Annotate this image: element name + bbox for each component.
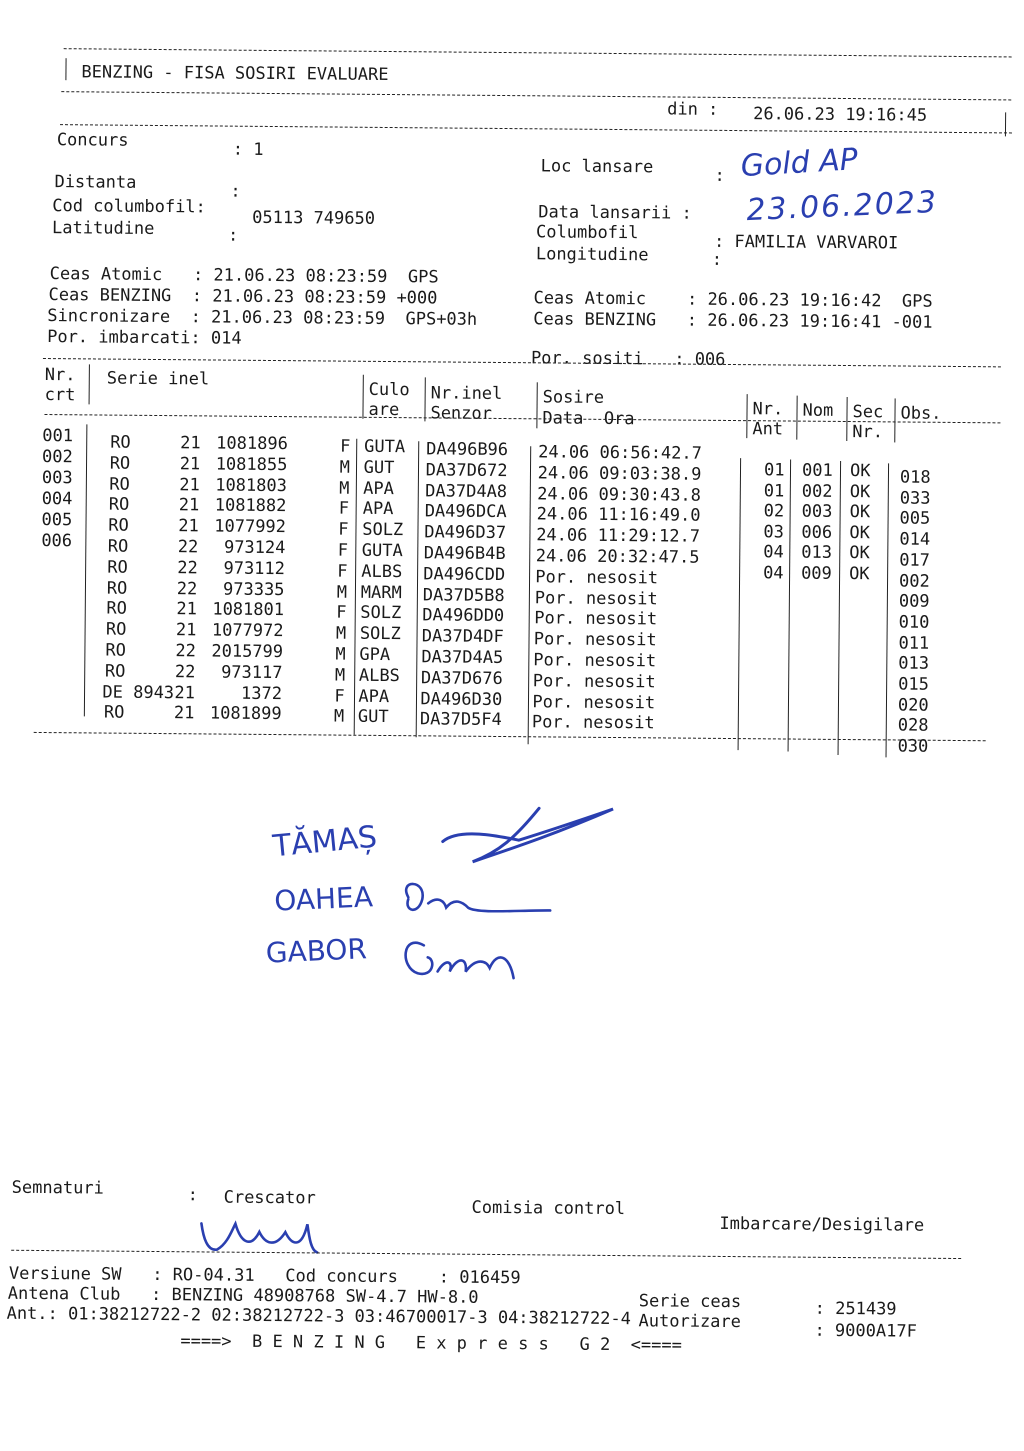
arrival: Por. nesosit <box>531 712 655 734</box>
ring-year: 21 <box>180 433 201 454</box>
ceas-atomic-left: Ceas Atomic : 21.06.23 08:23:59 GPS <box>49 264 439 288</box>
ring-country: DE 8943 <box>102 682 175 703</box>
obs-value: 010 <box>898 612 930 633</box>
document-title: BENZING - FISA SOSIRI EVALUARE <box>81 62 389 86</box>
concurs-value: : 1 <box>232 139 264 160</box>
sex: M <box>339 478 350 499</box>
row-number: 003 <box>41 467 73 489</box>
ring-number: 1081899 <box>209 703 282 725</box>
antena-club-line: Antena Club : BENZING 48908768 SW-4.7 HW-8.0 <box>7 1283 479 1308</box>
obs-value: 015 <box>898 674 929 695</box>
ring-year: 21 <box>173 703 195 724</box>
benzing-brand-line: ====> B E N Z I N G E x p r e s s G 2 <==== <box>180 1331 682 1356</box>
sex: M <box>336 582 348 603</box>
color: GPA <box>359 644 391 666</box>
distanta-value: : <box>230 181 241 202</box>
ring-number: 1081801 <box>212 599 285 621</box>
row-number: 002 <box>42 446 73 468</box>
header-senzor: Senzor <box>430 403 493 424</box>
arrival: 24.06 09:30:43.8 <box>537 483 702 506</box>
porumbei-imbarcati: Por. imbarcati: 014 <box>47 327 242 349</box>
row-number: 001 <box>42 425 74 447</box>
sensor-id: DA496D37 <box>424 522 507 544</box>
sensor-id: DA496D30 <box>420 688 503 710</box>
sex: F <box>334 686 345 707</box>
imbarcare-desigilare-label: Imbarcare/Desigilare <box>719 1213 925 1236</box>
sensor-id: DA37D676 <box>420 668 503 689</box>
nominal: 006 <box>801 522 833 543</box>
ring-country: RO <box>106 598 127 620</box>
security: OK <box>849 502 871 523</box>
color: GUT <box>357 707 389 728</box>
sex: F <box>340 436 351 457</box>
security: OK <box>849 522 871 544</box>
data-lansarii-handwritten: 23.06.2023 <box>745 184 939 229</box>
ring-number: 1081855 <box>215 454 288 475</box>
sex: F <box>338 519 349 540</box>
ring-year: 22 <box>174 661 196 683</box>
obs-value: 033 <box>899 488 931 509</box>
color: ALBS <box>358 665 400 686</box>
ring-number: 1077992 <box>214 516 287 538</box>
columbofil-label: Columbofil <box>535 222 639 244</box>
din-label: din : <box>667 99 719 120</box>
sensor-id: DA37D672 <box>425 460 508 481</box>
nominal: 013 <box>801 543 833 564</box>
handwritten-name-3: GABOR <box>265 932 368 970</box>
latitudine-label: Latitudine <box>52 218 155 239</box>
color: APA <box>363 478 395 499</box>
color: ALBS <box>361 561 403 582</box>
ring-number: 1372 <box>240 683 283 704</box>
ring-year: 21 <box>174 682 196 703</box>
ring-year: 22 <box>176 578 198 599</box>
latitudine-value: : <box>227 225 239 246</box>
nominal: 001 <box>801 460 833 481</box>
ring-country: RO <box>108 515 129 536</box>
obs-value: 014 <box>899 529 931 550</box>
antennas-line: Ant.: 01:38212722-2 02:38212722-3 03:46700017-3 04:38212722-4 <box>6 1303 632 1330</box>
ring-year: 21 <box>175 620 197 641</box>
serie-ceas-value: : 251439 <box>814 1298 897 1320</box>
color: APA <box>362 499 394 520</box>
ring-year: 21 <box>179 453 201 475</box>
arrival: 24.06 11:29:12.7 <box>536 525 701 547</box>
color: SOLZ <box>362 519 404 541</box>
handwritten-name-1: TĂMAȘ <box>271 819 379 865</box>
arrival: Por. nesosit <box>534 587 658 609</box>
header-nr-ant-2: Ant <box>752 419 784 440</box>
arrival: Por. nesosit <box>533 629 657 651</box>
ring-year: 22 <box>177 537 199 558</box>
obs-value: 009 <box>898 591 930 612</box>
antenna: 03 <box>763 522 785 543</box>
concurs-label: Concurs <box>56 130 129 151</box>
antenna: 04 <box>763 563 784 584</box>
color: SOLZ <box>359 623 401 645</box>
security: OK <box>849 481 871 502</box>
arrival: 24.06 09:03:38.9 <box>537 463 702 485</box>
ring-country: RO <box>105 640 126 661</box>
comisia-control-label: Comisia control <box>471 1197 626 1220</box>
semnaturi-label: Semnaturi <box>11 1177 104 1199</box>
security: OK <box>849 461 871 482</box>
ring-country: RO <box>106 578 128 599</box>
nominal: 009 <box>801 563 832 584</box>
arrival: 24.06 20:32:47.5 <box>535 546 700 568</box>
ring-year: 22 <box>175 641 196 662</box>
security: OK <box>849 564 870 585</box>
arrival: Por. nesosit <box>532 671 656 693</box>
sex: F <box>337 540 349 561</box>
ring-country: RO <box>105 619 127 640</box>
obs-value: 002 <box>898 570 930 592</box>
header-crt: crt <box>44 385 76 406</box>
sensor-id: DA37D4A8 <box>425 480 508 502</box>
arrival: Por. nesosit <box>532 691 656 713</box>
header-data-ora: Data Ora <box>542 408 635 430</box>
ring-number: 973112 <box>223 558 286 579</box>
autorizare-value: : 9000A17F <box>814 1320 917 1342</box>
ring-country: RO <box>104 661 126 682</box>
ring-year: 21 <box>178 495 200 516</box>
color: SOLZ <box>360 603 402 624</box>
arrival: 24.06 11:16:49.0 <box>536 504 701 527</box>
ceas-atomic-right: Ceas Atomic : 26.06.23 19:16:42 GPS <box>533 288 933 312</box>
antenna: 04 <box>763 542 784 563</box>
sensor-id: DA496B4B <box>423 543 506 565</box>
sex: M <box>335 623 347 644</box>
versiune-sw-line: Versiune SW : RO-04.31 Cod concurs : 016459 <box>8 1263 521 1289</box>
obs-value: 030 <box>897 736 929 757</box>
sex: F <box>338 498 350 520</box>
sensor-id: DA496CDD <box>423 564 506 585</box>
obs-value: 018 <box>899 467 931 488</box>
nominal: 002 <box>801 481 833 502</box>
din-date: 26.06.23 19:16:45 <box>753 104 928 126</box>
header-nr: Nr. <box>44 365 76 386</box>
header-sec-1: Sec <box>852 402 884 423</box>
ring-country: RO <box>109 474 130 495</box>
header-nr-inel: Nr.inel <box>430 383 503 405</box>
ring-number: 1077972 <box>211 620 284 642</box>
longitudine-value: : <box>711 249 723 270</box>
longitudine-label: Longitudine <box>535 244 649 266</box>
sex: F <box>336 602 347 624</box>
ring-number: 973117 <box>221 662 283 683</box>
antenna: 01 <box>763 460 785 481</box>
cod-columbofil-value: 05113 749650 <box>252 207 376 229</box>
loc-lansare-handwritten: Gold AP <box>739 142 859 185</box>
ring-year: 21 <box>176 599 197 620</box>
ring-country: RO <box>107 557 128 578</box>
header-sosire: Sosire <box>542 387 605 408</box>
sensor-id: DA496B96 <box>426 439 509 461</box>
arrival: Por. nesosit <box>533 650 657 672</box>
obs-value: 013 <box>898 653 930 675</box>
header-culoare-1: Culo <box>368 379 410 401</box>
data-lansarii-label: Data lansarii : <box>538 202 692 224</box>
obs-value: 028 <box>897 715 929 737</box>
header-obs: Obs. <box>900 403 942 424</box>
sincronizare: Sincronizare : 21.06.23 08:23:59 GPS+03h <box>47 306 478 330</box>
ring-number: 1081882 <box>214 495 287 517</box>
ring-number: 2015799 <box>211 641 284 663</box>
ring-year: 21 <box>178 516 199 537</box>
cod-columbofil-label: Cod columbofil: <box>52 196 206 218</box>
ring-country: RO <box>110 432 131 453</box>
color: MARM <box>360 582 402 603</box>
sensor-id: DA37D4DF <box>421 626 504 648</box>
antenna: 01 <box>763 480 785 502</box>
serie-ceas-label: Serie ceas <box>638 1291 742 1313</box>
ring-number: 973124 <box>223 537 286 559</box>
ring-country: RO <box>107 536 129 557</box>
ring-country: RO <box>108 494 130 516</box>
header-nr-ant-1: Nr. <box>752 399 784 420</box>
header-nom: Nom <box>802 400 834 421</box>
ring-number: 1081803 <box>215 475 287 496</box>
ring-country: RO <box>109 453 131 474</box>
security: OK <box>849 543 870 564</box>
sensor-id: DA496DD0 <box>422 605 505 627</box>
color: APA <box>358 686 390 707</box>
semnaturi-colon: : <box>187 1185 199 1206</box>
distanta-label: Distanta <box>54 172 137 193</box>
sex: M <box>333 706 345 728</box>
sensor-id: DA37D5F4 <box>419 709 502 731</box>
sensor-id: DA496DCA <box>424 501 507 523</box>
ceas-benzing-right: Ceas BENZING : 26.06.23 19:16:41 -001 <box>533 309 933 333</box>
crescator-label: Crescator <box>223 1187 316 1209</box>
color: GUTA <box>361 540 403 562</box>
ring-year: 21 <box>179 474 200 495</box>
header-serie-inel: Serie inel <box>106 368 210 390</box>
ring-number: 1081896 <box>216 433 288 455</box>
sensor-id: DA37D4A5 <box>421 647 504 669</box>
nominal: 003 <box>801 501 833 523</box>
row-number: 004 <box>41 488 73 510</box>
header-sec-2: Nr. <box>852 422 884 443</box>
arrival: Por. nesosit <box>535 567 659 589</box>
autorizare-label: Autorizare <box>638 1311 742 1333</box>
handwritten-name-2: OAHEA <box>273 880 374 918</box>
sex: F <box>337 561 348 582</box>
sex: M <box>334 665 346 686</box>
obs-value: 017 <box>899 550 931 571</box>
ring-year: 22 <box>177 557 198 579</box>
row-number: 005 <box>41 509 73 531</box>
sensor-id: DA37D5B8 <box>422 584 505 606</box>
arrival: 24.06 06:56:42.7 <box>538 442 703 464</box>
sex: M <box>339 457 351 478</box>
ring-country: RO <box>103 702 125 724</box>
obs-value: 020 <box>897 695 929 716</box>
ceas-benzing-left: Ceas BENZING : 21.06.23 08:23:59 +000 <box>48 285 438 309</box>
arrival: Por. nesosit <box>534 608 658 630</box>
loc-lansare-colon: : <box>714 165 725 186</box>
row-number: 006 <box>41 530 73 552</box>
obs-value: 005 <box>899 508 931 530</box>
columbofil-value: : FAMILIA VARVAROI <box>713 231 899 254</box>
sex: M <box>335 644 346 665</box>
color: GUT <box>363 457 395 478</box>
header-culoare-2: are <box>368 399 400 421</box>
antenna: 02 <box>763 501 785 522</box>
color: GUTA <box>364 436 406 458</box>
loc-lansare-label: Loc lansare <box>540 156 654 178</box>
ring-number: 973335 <box>222 579 285 600</box>
obs-value: 011 <box>898 633 930 654</box>
porumbei-sositi: Por. sositi : 006 <box>530 348 726 370</box>
